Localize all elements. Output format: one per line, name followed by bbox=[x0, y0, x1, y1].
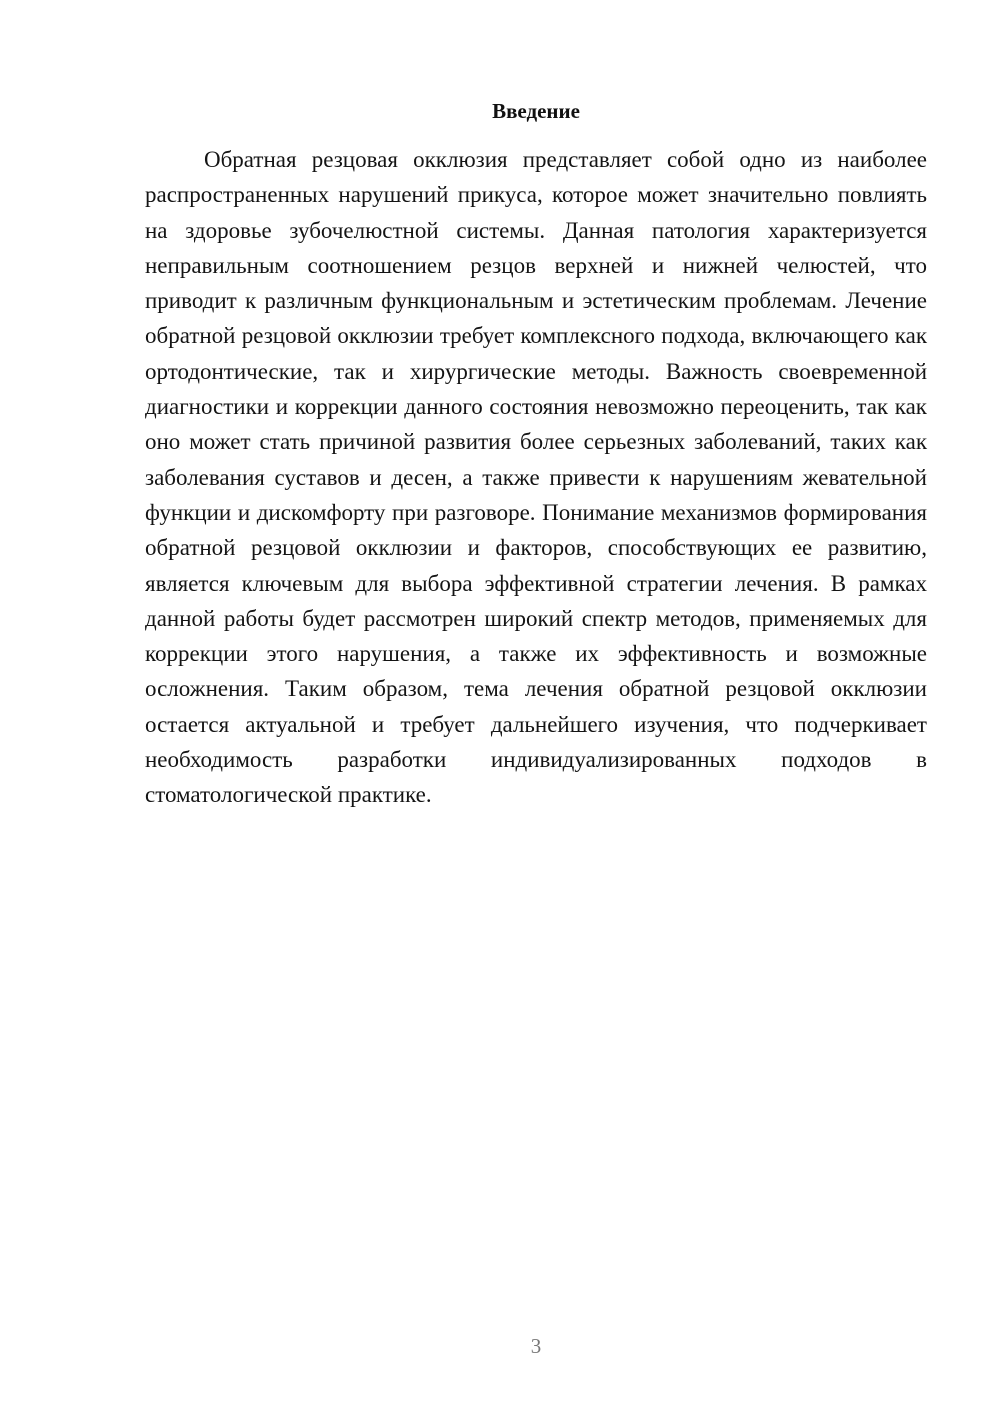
page-number: 3 bbox=[530, 1334, 542, 1358]
section-heading: Введение bbox=[492, 99, 580, 123]
body-paragraph: Обратная резцовая окклюзия представляет собой одно из наиболее распространенных нарушений прикуса, которое может значительно повлиять на здоровье зубочелюстной системы. Данная патология характеризуется неправильным соотношением резцов верхней и нижней челюстей, что приводит к различным функциональным и эстетическим проблемам. Лечение обратной резцовой окклюзии требует комплексного подхода, включающего как ортодонтические, так и хирургические методы. Важность своевременной диагностики и коррекции данного состояния невозможно переоценить, так как оно может стать причиной развития более серьезных заболеваний, таких как заболевания суставов и десен, а также привести к нарушениям жевательной функции и дискомфорту при разговоре. Понимание механизмов формирования обратной резцовой окклюзии и факторов, способствующих ее развитию, является ключевым для выбора эффективной стратегии лечения. В рамках данной работы будет рассмотрен широкий спектр методов, применяемых для коррекции этого нарушения, а также их эффективность и возможные осложнения. Таким образом, тема лечения обратной резцовой окклюзии остается актуальной и требует дальнейшего изучения, что подчеркивает необходимость разработки индивидуализированных подходов в стоматологической практике. bbox=[145, 147, 927, 808]
